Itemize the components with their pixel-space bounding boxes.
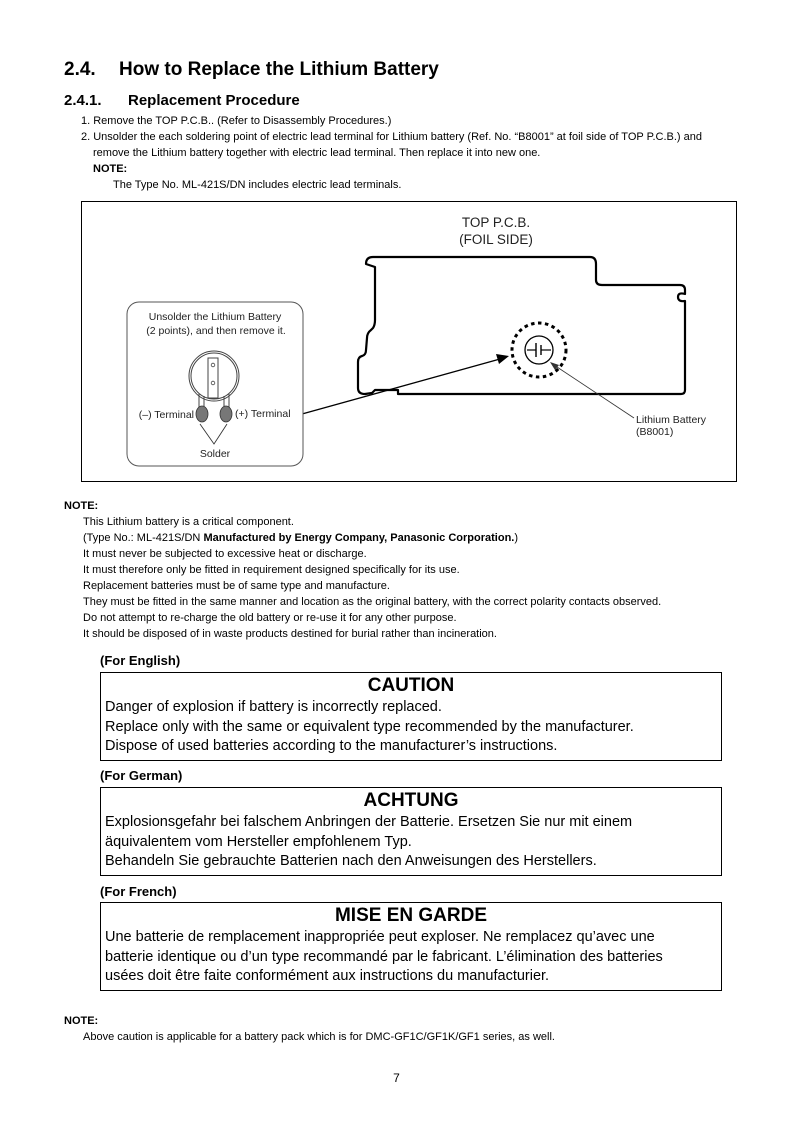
pcb-diagram — [81, 201, 737, 482]
caution-title: MISE EN GARDE — [334, 905, 488, 926]
step-note-text: The Type No. ML-421S/DN includes electric lead terminals. — [113, 179, 402, 191]
minus-terminal-label: (–) Terminal — [138, 409, 194, 421]
section-number: 2.4. — [64, 59, 96, 80]
note-line: It should be disposed of in waste products destined for burial rather than incineration. — [83, 628, 497, 640]
note-line: It must therefore only be fitted in requirement designed specifically for its use. — [83, 564, 460, 576]
critical-component-note — [64, 498, 661, 642]
step-note-label: NOTE: — [93, 163, 128, 175]
french-label: (For French) — [100, 884, 177, 899]
type-suffix: ) — [514, 532, 519, 544]
procedure-steps — [81, 113, 702, 193]
battery-highlight-circle — [512, 323, 566, 377]
caution-line: Behandeln Sie gebrauchte Batterien nach den Anweisungen des Herstellers. — [105, 853, 597, 869]
note-label: NOTE: — [64, 500, 99, 512]
battery-symbol-icon — [525, 336, 553, 364]
note-type-line — [64, 530, 661, 546]
subsection-number: 2.4.1. — [64, 92, 102, 109]
plus-solder-point-icon — [220, 406, 232, 422]
caution-line: batterie identique ou d’un type recommandé par le fabricant. L’élimination des batteries — [105, 948, 663, 965]
arrow-head-icon — [496, 354, 509, 364]
caution-line: Replace only with the same or equivalent type recommended by the manufacturer. — [105, 718, 634, 735]
final-note-label: NOTE: — [64, 1015, 99, 1027]
battery-label-line2: (B8001) — [636, 426, 674, 438]
english-label: (For English) — [100, 653, 181, 668]
note-line: Do not attempt to re-charge the old battery or re-use it for any other purpose. — [83, 612, 457, 624]
solder-label: Solder — [199, 448, 231, 460]
caution-line: äquivalentem vom Hersteller empfohlenem Typ. — [105, 833, 412, 850]
caution-line: Une batterie de remplacement inappropriée peut exploser. Ne remplacez qu’avec une — [105, 929, 655, 945]
subsection-title: Replacement Procedure — [128, 92, 300, 109]
step-2-continued: remove the Lithium battery together with electric lead terminal. Then replace it into new one. — [93, 147, 541, 159]
manufacturer: Manufactured by Energy Company, Panasonic Corporation. — [203, 532, 515, 544]
step-2: 2. Unsolder the each soldering point of electric lead terminal for Lithium battery (Ref. No. “B8001” at foil side of TOP P.C.B.) and — [81, 131, 703, 143]
section-heading — [64, 59, 439, 81]
note-line: Replacement batteries must be of same type and manufacture. — [83, 580, 390, 592]
battery-label-leader — [554, 365, 634, 418]
german-label: (For German) — [100, 768, 183, 783]
caution-box-german — [100, 787, 722, 876]
pcb-label-line2: (FOIL SIDE) — [459, 232, 533, 247]
page-number: 7 — [393, 1071, 400, 1085]
battery-label-line1: Lithium Battery — [636, 414, 707, 426]
caution-box-french — [100, 902, 722, 991]
plus-terminal-label: (+) Terminal — [235, 408, 291, 420]
minus-solder-point-icon — [196, 406, 208, 422]
section-title: How to Replace the Lithium Battery — [119, 59, 439, 80]
note-line: It must never be subjected to excessive heat or discharge. — [83, 548, 367, 560]
note-line: This Lithium battery is a critical component. — [83, 516, 294, 528]
caution-title: CAUTION — [367, 675, 455, 696]
caution-line: Explosionsgefahr bei falschem Anbringen der Batterie. Ersetzen Sie nur mit einem — [105, 814, 633, 830]
step-1: 1. Remove the TOP P.C.B.. (Refer to Disassembly Procedures.) — [81, 115, 392, 127]
caution-line: usées doit être faite conformément aux instructions du manufacturier. — [105, 968, 550, 984]
callout-line1: Unsolder the Lithium Battery — [148, 311, 282, 323]
pcb-label-line1: TOP P.C.B. — [461, 215, 531, 230]
callout-line2: (2 points), and then remove it. — [146, 325, 286, 337]
type-prefix: (Type No.: ML-421S/DN — [83, 532, 204, 544]
subsection-heading — [64, 92, 300, 109]
pcb-outline — [358, 257, 685, 394]
caution-line: Dispose of used batteries according to the manufacturer’s instructions. — [105, 738, 558, 754]
final-note-text: Above caution is applicable for a battery pack which is for DMC-GF1C/GF1K/GF1 series, as well. — [83, 1031, 555, 1043]
caution-line: Danger of explosion if battery is incorrectly replaced. — [105, 699, 442, 715]
caution-title: ACHTUNG — [363, 790, 459, 811]
final-note — [64, 1013, 555, 1045]
note-line: They must be fitted in the same manner and location as the original battery, with the correct polarity contacts observed. — [83, 596, 662, 608]
callout-arrow — [302, 359, 500, 414]
caution-box-english — [100, 672, 722, 761]
